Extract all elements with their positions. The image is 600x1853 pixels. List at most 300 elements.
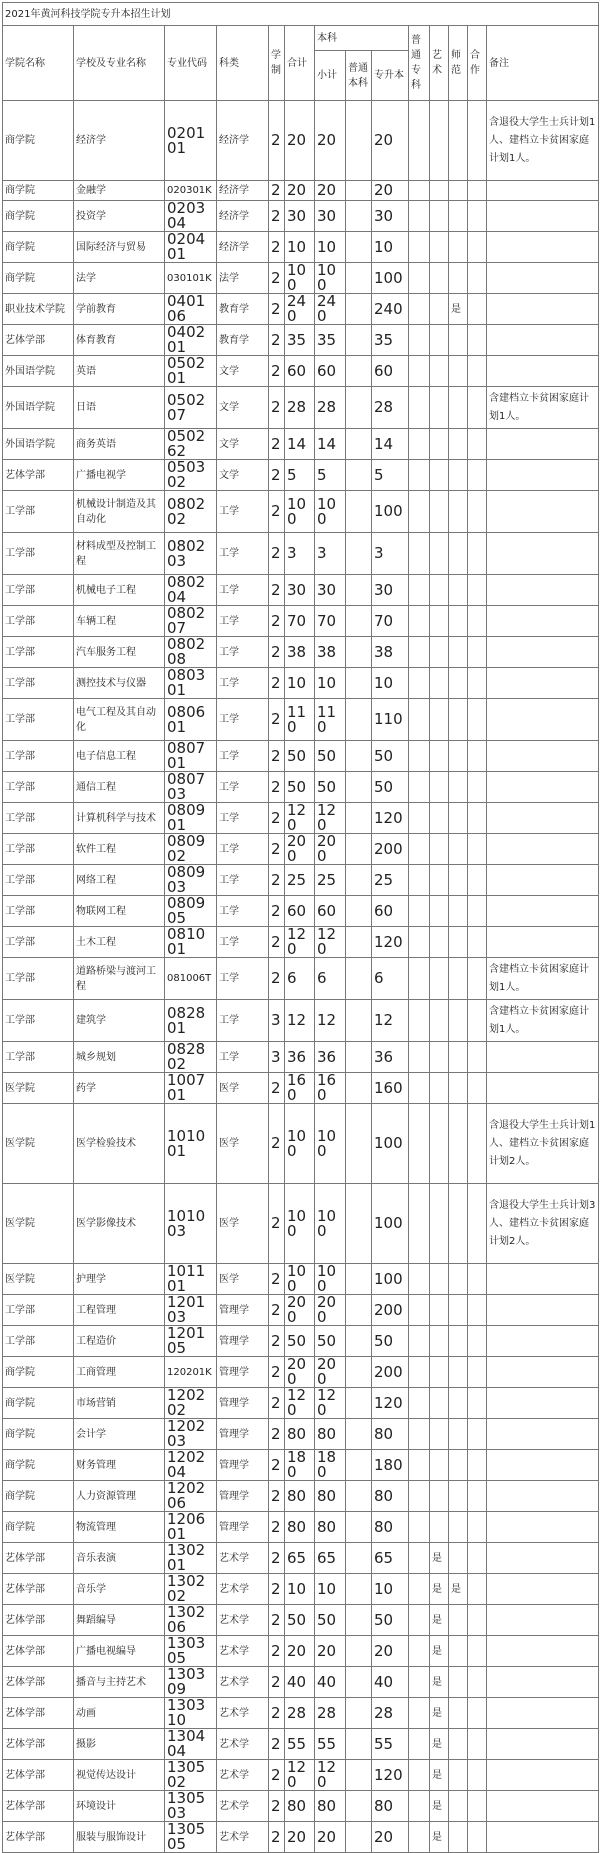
college-cell: 职业技术学院 <box>3 294 74 325</box>
vocational-cell <box>409 1481 430 1512</box>
years-cell: 3 <box>269 1042 285 1073</box>
regular-cell <box>346 834 372 865</box>
table-row <box>3 772 599 803</box>
table-row <box>3 1729 599 1760</box>
major-cell: 道路桥梁与渡河工程 <box>74 958 165 1000</box>
category-cell: 艺术学 <box>217 1698 269 1729</box>
header-notes: 备注 <box>487 26 599 101</box>
upgrade-cell: 30 <box>372 201 409 232</box>
regular-cell <box>346 1264 372 1295</box>
major-cell: 工程管理 <box>74 1295 165 1326</box>
college-cell: 艺体学部 <box>3 1605 74 1636</box>
art-cell <box>430 1042 449 1073</box>
vocational-cell <box>409 460 430 491</box>
teacher-cell <box>449 1760 468 1791</box>
college-cell: 商学院 <box>3 1357 74 1388</box>
subtotal-cell: 80 <box>315 1791 346 1822</box>
subtotal-cell: 38 <box>315 637 346 668</box>
years-cell: 2 <box>269 387 285 429</box>
art-cell: 是 <box>430 1636 449 1667</box>
subtotal-cell: 50 <box>315 772 346 803</box>
regular-cell <box>346 460 372 491</box>
note-cell <box>487 1543 599 1574</box>
upgrade-cell: 80 <box>372 1481 409 1512</box>
coop-cell <box>468 896 487 927</box>
subtotal-cell: 6 <box>315 958 346 1000</box>
years-cell: 2 <box>269 1481 285 1512</box>
teacher-cell <box>449 699 468 741</box>
category-cell: 医学 <box>217 1073 269 1104</box>
note-cell <box>487 181 599 201</box>
total-cell: 200 <box>285 834 315 865</box>
note-cell <box>487 232 599 263</box>
table-row <box>3 1512 599 1543</box>
coop-cell <box>468 325 487 356</box>
note-cell: 含建档立卡贫困家庭计划1人。 <box>487 958 599 1000</box>
regular-cell <box>346 1357 372 1388</box>
art-cell <box>430 181 449 201</box>
regular-cell <box>346 356 372 387</box>
regular-cell <box>346 201 372 232</box>
table-row <box>3 1073 599 1104</box>
regular-cell <box>346 803 372 834</box>
category-cell: 工学 <box>217 1000 269 1042</box>
major-cell: 医学影像技术 <box>74 1184 165 1264</box>
teacher-cell <box>449 1419 468 1450</box>
total-cell: 100 <box>285 491 315 533</box>
vocational-cell <box>409 834 430 865</box>
code-cell: 020101 <box>165 101 217 181</box>
major-cell: 会计学 <box>74 1419 165 1450</box>
code-cell: 080601 <box>165 699 217 741</box>
major-cell: 汽车服务工程 <box>74 637 165 668</box>
regular-cell <box>346 181 372 201</box>
major-cell: 电子信息工程 <box>74 741 165 772</box>
note-cell <box>487 294 599 325</box>
coop-cell <box>468 1512 487 1543</box>
vocational-cell <box>409 606 430 637</box>
art-cell <box>430 1512 449 1543</box>
art-cell <box>430 1357 449 1388</box>
major-cell: 摄影 <box>74 1729 165 1760</box>
coop-cell <box>468 263 487 294</box>
teacher-cell <box>449 1698 468 1729</box>
college-cell: 商学院 <box>3 263 74 294</box>
years-cell: 2 <box>269 668 285 699</box>
table-row <box>3 668 599 699</box>
college-cell: 商学院 <box>3 101 74 181</box>
category-cell: 工学 <box>217 896 269 927</box>
major-cell: 投资学 <box>74 201 165 232</box>
subtotal-cell: 120 <box>315 1388 346 1419</box>
upgrade-cell: 28 <box>372 387 409 429</box>
teacher-cell <box>449 606 468 637</box>
vocational-cell <box>409 356 430 387</box>
upgrade-cell: 5 <box>372 460 409 491</box>
years-cell: 2 <box>269 491 285 533</box>
art-cell <box>430 263 449 294</box>
category-cell: 艺术学 <box>217 1574 269 1605</box>
vocational-cell <box>409 1791 430 1822</box>
total-cell: 55 <box>285 1729 315 1760</box>
vocational-cell <box>409 1000 430 1042</box>
table-row <box>3 356 599 387</box>
total-cell: 240 <box>285 294 315 325</box>
college-cell: 外国语学院 <box>3 429 74 460</box>
total-cell: 100 <box>285 263 315 294</box>
code-cell: 130305 <box>165 1636 217 1667</box>
major-cell: 日语 <box>74 387 165 429</box>
subtotal-cell: 70 <box>315 606 346 637</box>
total-cell: 180 <box>285 1450 315 1481</box>
note-cell <box>487 1760 599 1791</box>
category-cell: 工学 <box>217 803 269 834</box>
category-cell: 医学 <box>217 1264 269 1295</box>
total-cell: 50 <box>285 1326 315 1357</box>
upgrade-cell: 12 <box>372 1000 409 1042</box>
major-cell: 机械电子工程 <box>74 575 165 606</box>
table-row <box>3 958 599 1000</box>
art-cell <box>430 575 449 606</box>
regular-cell <box>346 668 372 699</box>
subtotal-cell: 100 <box>315 263 346 294</box>
vocational-cell <box>409 958 430 1000</box>
art-cell <box>430 232 449 263</box>
regular-cell <box>346 575 372 606</box>
regular-cell <box>346 101 372 181</box>
vocational-cell <box>409 575 430 606</box>
coop-cell <box>468 741 487 772</box>
teacher-cell <box>449 429 468 460</box>
total-cell: 36 <box>285 1042 315 1073</box>
code-cell: 080903 <box>165 865 217 896</box>
table-row <box>3 1667 599 1698</box>
college-cell: 工学部 <box>3 1326 74 1357</box>
category-cell: 艺术学 <box>217 1760 269 1791</box>
table-row <box>3 533 599 575</box>
total-cell: 160 <box>285 1073 315 1104</box>
art-cell: 是 <box>430 1760 449 1791</box>
subtotal-cell: 120 <box>315 927 346 958</box>
college-cell: 艺体学部 <box>3 1729 74 1760</box>
note-cell <box>487 772 599 803</box>
coop-cell <box>468 1667 487 1698</box>
years-cell: 2 <box>269 460 285 491</box>
teacher-cell <box>449 460 468 491</box>
art-cell: 是 <box>430 1543 449 1574</box>
category-cell: 工学 <box>217 575 269 606</box>
coop-cell <box>468 1636 487 1667</box>
years-cell: 2 <box>269 606 285 637</box>
teacher-cell <box>449 1184 468 1264</box>
major-cell: 法学 <box>74 263 165 294</box>
years-cell: 2 <box>269 637 285 668</box>
years-cell: 2 <box>269 927 285 958</box>
vocational-cell <box>409 181 430 201</box>
major-cell: 学前教育 <box>74 294 165 325</box>
regular-cell <box>346 1042 372 1073</box>
category-cell: 医学 <box>217 1184 269 1264</box>
college-cell: 艺体学部 <box>3 1667 74 1698</box>
subtotal-cell: 180 <box>315 1450 346 1481</box>
category-cell: 管理学 <box>217 1450 269 1481</box>
college-cell: 工学部 <box>3 896 74 927</box>
table-row <box>3 1295 599 1326</box>
total-cell: 50 <box>285 741 315 772</box>
teacher-cell <box>449 1264 468 1295</box>
upgrade-cell: 50 <box>372 741 409 772</box>
total-cell: 100 <box>285 1184 315 1264</box>
total-cell: 20 <box>285 1636 315 1667</box>
total-cell: 28 <box>285 1698 315 1729</box>
art-cell: 是 <box>430 1729 449 1760</box>
header-subtotal: 小计 <box>315 51 346 101</box>
art-cell <box>430 460 449 491</box>
major-cell: 视觉传达设计 <box>74 1760 165 1791</box>
vocational-cell <box>409 668 430 699</box>
teacher-cell <box>449 637 468 668</box>
upgrade-cell: 80 <box>372 1791 409 1822</box>
years-cell: 2 <box>269 1636 285 1667</box>
code-cell: 130404 <box>165 1729 217 1760</box>
table-row <box>3 1357 599 1388</box>
vocational-cell <box>409 1184 430 1264</box>
teacher-cell <box>449 181 468 201</box>
code-cell: 050262 <box>165 429 217 460</box>
coop-cell <box>468 927 487 958</box>
vocational-cell <box>409 1295 430 1326</box>
code-cell: 120103 <box>165 1295 217 1326</box>
coop-cell <box>468 1073 487 1104</box>
vocational-cell <box>409 1605 430 1636</box>
art-cell <box>430 1000 449 1042</box>
college-cell: 工学部 <box>3 533 74 575</box>
code-cell: 080207 <box>165 606 217 637</box>
major-cell: 市场营销 <box>74 1388 165 1419</box>
upgrade-cell: 10 <box>372 1574 409 1605</box>
subtotal-cell: 50 <box>315 741 346 772</box>
total-cell: 200 <box>285 1357 315 1388</box>
upgrade-cell: 100 <box>372 1184 409 1264</box>
category-cell: 工学 <box>217 927 269 958</box>
subtotal-cell: 60 <box>315 356 346 387</box>
subtotal-cell: 14 <box>315 429 346 460</box>
regular-cell <box>346 1388 372 1419</box>
note-cell <box>487 927 599 958</box>
category-cell: 艺术学 <box>217 1636 269 1667</box>
teacher-cell <box>449 1605 468 1636</box>
art-cell <box>430 491 449 533</box>
upgrade-cell: 20 <box>372 1822 409 1853</box>
upgrade-cell: 20 <box>372 101 409 181</box>
coop-cell <box>468 1388 487 1419</box>
years-cell: 2 <box>269 1543 285 1574</box>
subtotal-cell: 20 <box>315 1822 346 1853</box>
teacher-cell <box>449 1042 468 1073</box>
table-row <box>3 325 599 356</box>
total-cell: 110 <box>285 699 315 741</box>
college-cell: 艺体学部 <box>3 1698 74 1729</box>
total-cell: 70 <box>285 606 315 637</box>
note-cell <box>487 606 599 637</box>
major-cell: 建筑学 <box>74 1000 165 1042</box>
subtotal-cell: 36 <box>315 1042 346 1073</box>
art-cell: 是 <box>430 1698 449 1729</box>
subtotal-cell: 35 <box>315 325 346 356</box>
table-row <box>3 1481 599 1512</box>
code-cell: 080902 <box>165 834 217 865</box>
vocational-cell <box>409 201 430 232</box>
table-row <box>3 1822 599 1853</box>
code-cell: 080703 <box>165 772 217 803</box>
category-cell: 医学 <box>217 1104 269 1184</box>
vocational-cell <box>409 325 430 356</box>
table-row <box>3 1791 599 1822</box>
teacher-cell <box>449 263 468 294</box>
category-cell: 艺术学 <box>217 1667 269 1698</box>
code-cell: 100701 <box>165 1073 217 1104</box>
table-row <box>3 1698 599 1729</box>
code-cell: 080204 <box>165 575 217 606</box>
coop-cell <box>468 668 487 699</box>
upgrade-cell: 3 <box>372 533 409 575</box>
vocational-cell <box>409 1264 430 1295</box>
category-cell: 工学 <box>217 491 269 533</box>
subtotal-cell: 25 <box>315 865 346 896</box>
total-cell: 5 <box>285 460 315 491</box>
coop-cell <box>468 429 487 460</box>
code-cell: 101003 <box>165 1184 217 1264</box>
major-cell: 金融学 <box>74 181 165 201</box>
coop-cell <box>468 491 487 533</box>
table-row <box>3 429 599 460</box>
vocational-cell <box>409 101 430 181</box>
regular-cell <box>346 1729 372 1760</box>
table-row <box>3 1574 599 1605</box>
table-row <box>3 834 599 865</box>
code-cell: 120203 <box>165 1419 217 1450</box>
years-cell: 2 <box>269 1073 285 1104</box>
code-cell: 030101K <box>165 263 217 294</box>
coop-cell <box>468 1419 487 1450</box>
vocational-cell <box>409 1326 430 1357</box>
teacher-cell <box>449 325 468 356</box>
code-cell: 120206 <box>165 1481 217 1512</box>
upgrade-cell: 160 <box>372 1073 409 1104</box>
coop-cell <box>468 1042 487 1073</box>
major-cell: 物联网工程 <box>74 896 165 927</box>
category-cell: 艺术学 <box>217 1729 269 1760</box>
regular-cell <box>346 263 372 294</box>
total-cell: 20 <box>285 181 315 201</box>
art-cell: 是 <box>430 1791 449 1822</box>
years-cell: 2 <box>269 958 285 1000</box>
coop-cell <box>468 294 487 325</box>
upgrade-cell: 110 <box>372 699 409 741</box>
note-cell <box>487 491 599 533</box>
coop-cell <box>468 101 487 181</box>
table-row <box>3 1042 599 1073</box>
years-cell: 2 <box>269 1698 285 1729</box>
total-cell: 3 <box>285 533 315 575</box>
regular-cell <box>346 1667 372 1698</box>
subtotal-cell: 10 <box>315 1574 346 1605</box>
category-cell: 文学 <box>217 356 269 387</box>
college-cell: 外国语学院 <box>3 387 74 429</box>
category-cell: 文学 <box>217 429 269 460</box>
total-cell: 20 <box>285 1822 315 1853</box>
category-cell: 管理学 <box>217 1326 269 1357</box>
college-cell: 工学部 <box>3 834 74 865</box>
art-cell <box>430 101 449 181</box>
note-cell <box>487 460 599 491</box>
vocational-cell <box>409 1042 430 1073</box>
major-cell: 广播电视学 <box>74 460 165 491</box>
years-cell: 2 <box>269 1184 285 1264</box>
regular-cell <box>346 1636 372 1667</box>
years-cell: 2 <box>269 1419 285 1450</box>
regular-cell <box>346 491 372 533</box>
subtotal-cell: 80 <box>315 1481 346 1512</box>
table-row <box>3 387 599 429</box>
teacher-cell <box>449 1450 468 1481</box>
art-cell <box>430 865 449 896</box>
total-cell: 12 <box>285 1000 315 1042</box>
art-cell <box>430 356 449 387</box>
teacher-cell <box>449 491 468 533</box>
code-cell: 082801 <box>165 1000 217 1042</box>
total-cell: 35 <box>285 325 315 356</box>
coop-cell <box>468 803 487 834</box>
total-cell: 120 <box>285 1388 315 1419</box>
vocational-cell <box>409 741 430 772</box>
teacher-cell <box>449 927 468 958</box>
code-cell: 130206 <box>165 1605 217 1636</box>
table-row <box>3 294 599 325</box>
upgrade-cell: 120 <box>372 803 409 834</box>
college-cell: 工学部 <box>3 741 74 772</box>
table-row <box>3 1388 599 1419</box>
coop-cell <box>468 232 487 263</box>
total-cell: 6 <box>285 958 315 1000</box>
coop-cell <box>468 1791 487 1822</box>
regular-cell <box>346 1073 372 1104</box>
vocational-cell <box>409 1512 430 1543</box>
note-cell <box>487 429 599 460</box>
coop-cell <box>468 1104 487 1184</box>
regular-cell <box>346 1450 372 1481</box>
category-cell: 管理学 <box>217 1357 269 1388</box>
note-cell: 含退役大学生士兵计划1人、建档立卡贫困家庭计划1人。 <box>487 101 599 181</box>
art-cell <box>430 1184 449 1264</box>
regular-cell <box>346 294 372 325</box>
vocational-cell <box>409 1729 430 1760</box>
upgrade-cell: 38 <box>372 637 409 668</box>
table-row <box>3 1636 599 1667</box>
major-cell: 城乡规划 <box>74 1042 165 1073</box>
header-bk: 本科 <box>315 26 409 51</box>
college-cell: 工学部 <box>3 865 74 896</box>
subtotal-cell: 100 <box>315 1104 346 1184</box>
years-cell: 2 <box>269 263 285 294</box>
major-cell: 护理学 <box>74 1264 165 1295</box>
coop-cell <box>468 1574 487 1605</box>
table-row <box>3 606 599 637</box>
total-cell: 80 <box>285 1791 315 1822</box>
coop-cell <box>468 1450 487 1481</box>
subtotal-cell: 20 <box>315 1636 346 1667</box>
header-regular: 普通本科 <box>346 51 372 101</box>
